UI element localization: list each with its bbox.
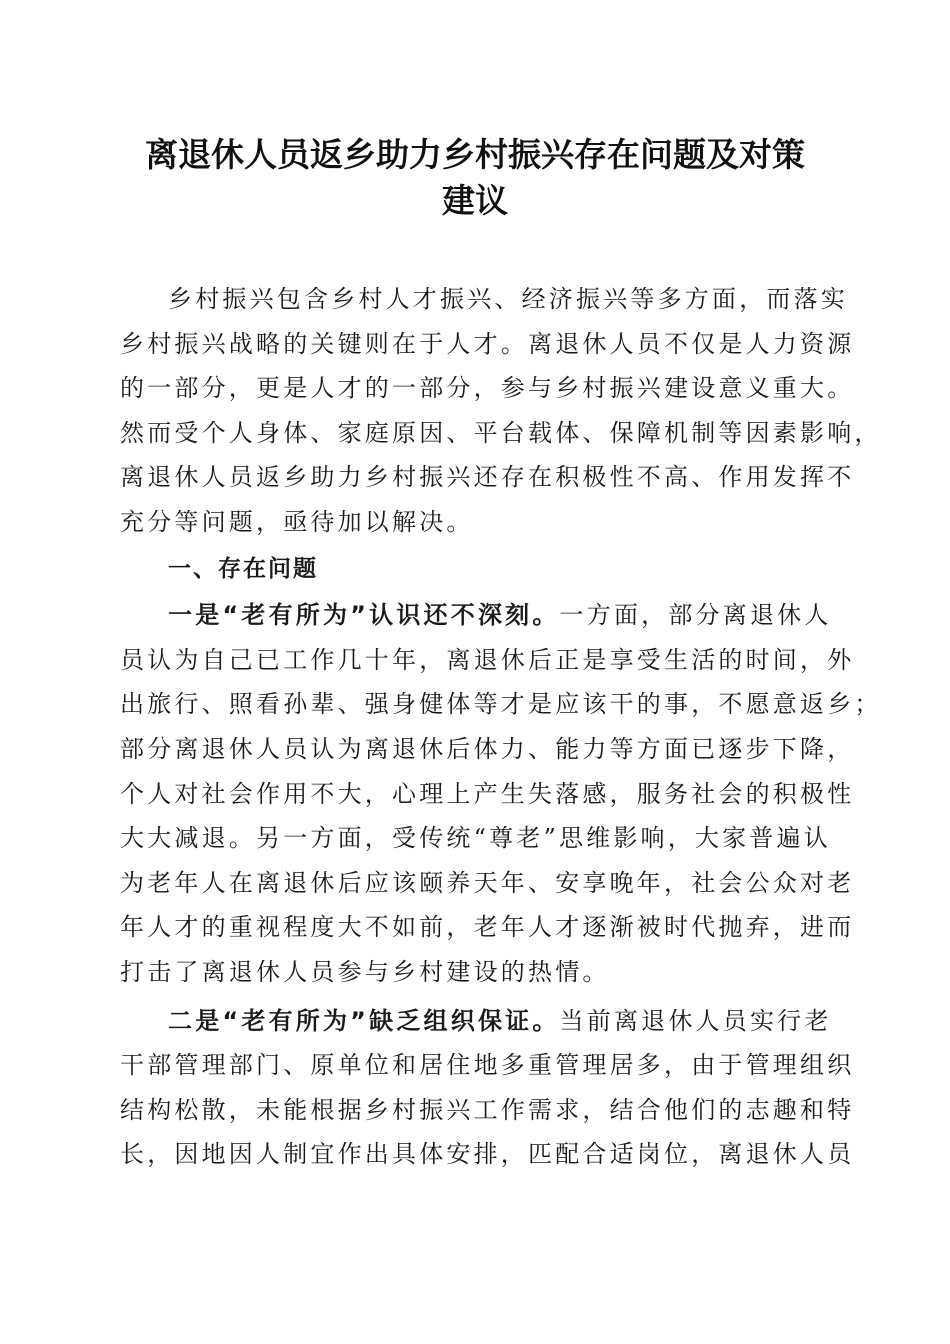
point-2-line: 长，因地因人制宜作出具体安排，匹配合适岗位，离退休人员 xyxy=(120,1140,855,1169)
intro-line: 乡村振兴战略的关键则在于人才。离退休人员不仅是人力资源 xyxy=(120,329,855,358)
point-1-line: 员认为自己已工作几十年，离退休后正是享受生活的时间，外 xyxy=(120,645,855,674)
point-1-line: 出旅行、照看孙辈、强身健体等才是应该干的事，不愿意返乡； xyxy=(120,690,882,719)
intro-line: 的一部分，更是人才的一部分，参与乡村振兴建设意义重大。 xyxy=(120,374,855,403)
point-1-paragraph xyxy=(120,593,882,994)
point-1-line: 个人对社会作用不大，心理上产生失落感，服务社会的积极性 xyxy=(120,779,855,808)
document-title xyxy=(100,132,850,224)
point-2-paragraph xyxy=(120,999,855,1177)
point-2-first-line xyxy=(120,999,832,1044)
intro-paragraph xyxy=(120,277,882,545)
point-2-line: 结构松散，未能根据乡村振兴工作需求，结合他们的志趣和特 xyxy=(120,1095,855,1124)
intro-line: 充分等问题，亟待加以解决。 xyxy=(120,507,474,536)
point-1-line: 大大减退。另一方面，受传统“尊老”思维影响，大家普遍认 xyxy=(120,824,831,853)
point-1-line: 年人才的重视程度大不如前，老年人才逐渐被时代抛弃，进而 xyxy=(120,913,855,942)
point-1-first-line xyxy=(120,593,832,638)
title-line-1: 离退休人员返乡助力乡村振兴存在问题及对策 xyxy=(145,135,805,174)
point-1-lead: 一是“老有所为”认识还不深刻。 xyxy=(168,601,560,630)
section-1-heading-block xyxy=(120,547,824,592)
point-1-line: 为老年人在离退休后应该颐养天年、安享晚年，社会公众对老 xyxy=(120,868,855,897)
intro-line: 乡村振兴包含乡村人才振兴、经济振兴等多方面，而落实 xyxy=(168,285,848,313)
point-1-line: 打击了离退休人员参与乡村建设的热情。 xyxy=(120,957,610,986)
title-line-2: 建议 xyxy=(442,181,508,220)
point-2-line: 干部管理部门、原单位和居住地多重管理居多，由于管理组织 xyxy=(120,1051,855,1080)
section-1-heading: 一、存在问题 xyxy=(168,555,318,582)
document-body xyxy=(120,277,882,1177)
point-1-line: 部分离退休人员认为离退休后体力、能力等方面已逐步下降， xyxy=(120,734,855,763)
point-2-first-line-rest: 当前离退休人员实行老 xyxy=(559,1006,832,1035)
point-1-first-line-rest: 一方面，部分离退休人 xyxy=(559,601,832,630)
point-2-lead: 二是“老有所为”缺乏组织保证。 xyxy=(168,1006,560,1035)
intro-line: 然而受个人身体、家庭原因、平台载体、保障机制等因素影响， xyxy=(120,418,882,447)
intro-line: 离退休人员返乡助力乡村振兴还存在积极性不高、作用发挥不 xyxy=(120,463,855,492)
